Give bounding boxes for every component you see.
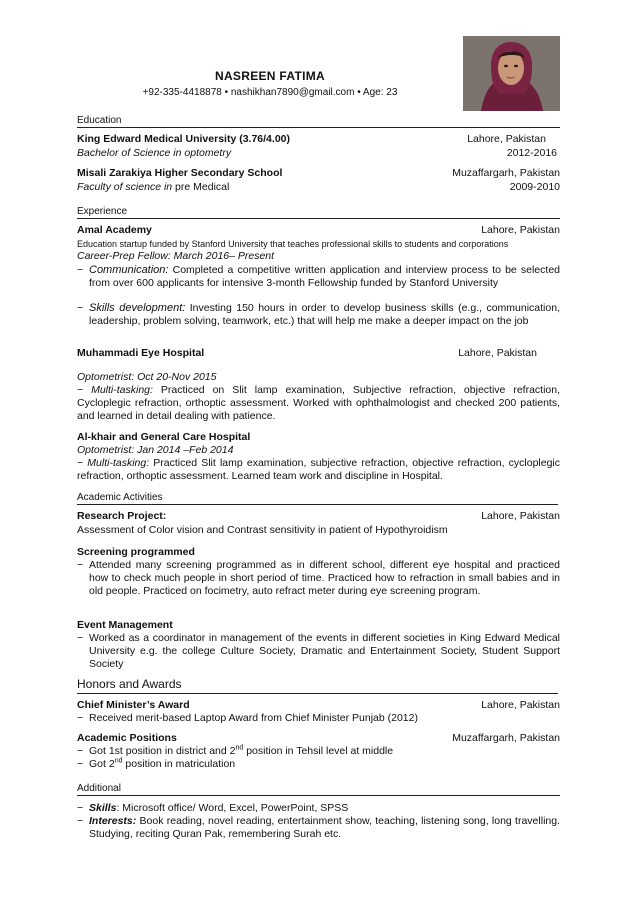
ordinal-suffix: nd <box>114 757 123 765</box>
research-title: Research Project: <box>77 510 167 522</box>
degree: Bachelor of Science in optometry <box>77 147 232 159</box>
bullet-laptop-award <box>77 712 560 725</box>
experience-amal <box>77 224 560 237</box>
event-title: Event Management <box>77 619 173 631</box>
bullet-marker: − <box>77 712 84 724</box>
bullet-marker: − <box>77 802 84 814</box>
bullet-text: Book reading, novel reading, entertainment show, teaching, listening song, long travelling. Studying, reciting Quran Pak, remembering Surah etc. <box>89 815 560 840</box>
text-a: Got 2 <box>89 758 115 770</box>
degree-italic: Faculty of science in <box>77 181 173 193</box>
org-name: Al-khair and General Care Hospital <box>77 431 251 443</box>
bullet-communication <box>77 264 560 290</box>
bullet-label: Skills development: <box>89 302 186 314</box>
role: Optometrist: Oct 20-Nov 2015 <box>77 371 217 383</box>
section-academic: Academic Activities <box>77 491 558 505</box>
screening-title: Screening programmed <box>77 546 195 558</box>
research-project <box>77 510 560 523</box>
honor-title: Chief Minister’s Award <box>77 699 190 711</box>
role: Career-Prep Fellow: March 2016– Present <box>77 250 275 262</box>
bullet-position-2 <box>77 758 560 771</box>
org-name: Amal Academy <box>77 224 152 236</box>
bullet-marker: − <box>77 815 84 827</box>
school-location: Muzaffargarh, Pakistan <box>452 167 560 179</box>
bullet-text: Completed a competitive written application and interview process to be selected from over 600 applicants for intensive 3-month Fellowship funded by Stanford University <box>89 264 560 289</box>
bullet-position-1 <box>77 745 560 758</box>
ordinal-suffix: nd <box>235 744 244 752</box>
profile-photo <box>463 36 560 111</box>
bullet-interests <box>77 815 560 841</box>
section-honors <box>77 678 558 694</box>
org-location: Lahore, Pakistan <box>458 347 537 359</box>
bullet-event <box>77 632 560 671</box>
school-name: Misali Zarakiya Higher Secondary School <box>77 167 283 179</box>
bullet-marker: − <box>77 758 84 770</box>
bullet-skills-list <box>77 802 560 815</box>
bullet-skills <box>77 302 560 328</box>
bullet-text: Investing 150 hours in order to develop business skills (e.g., communication, leadership, problem solving, teamwork, etc.) that will help me make a deeper impact on the job <box>89 302 560 327</box>
research-text: Assessment of Color vision and Contrast sensitivity in patient of Hypothyroidism <box>77 524 448 536</box>
honor-location: Lahore, Pakistan <box>481 699 560 711</box>
org-location: Lahore, Pakistan <box>481 224 560 236</box>
text-b: position in Tehsil level at middle <box>243 745 394 757</box>
bullet-screening <box>77 559 560 598</box>
bullet-marker: − <box>77 745 84 757</box>
eye-hospital-details <box>77 384 560 423</box>
detail-text: Practiced Slit lamp examination, subjective refraction, objective refraction, cycloplegic refraction, orthoptic assessment. Learned team work and discipline in Hospital. <box>77 457 560 482</box>
honor-location: Muzaffargarh, Pakistan <box>452 732 560 744</box>
role: Optometrist: Jan 2014 –Feb 2014 <box>77 444 234 456</box>
education-entry-2-degree <box>77 181 560 194</box>
text-a: Got 1st position in district and 2 <box>89 745 236 757</box>
school-name: King Edward Medical University (3.76/4.00) <box>77 133 290 145</box>
degree-rest: pre Medical <box>172 181 230 193</box>
education-entry-2 <box>77 167 560 180</box>
detail-label: − Multi-tasking: <box>77 457 150 469</box>
school-location: Lahore, Pakistan <box>467 133 546 145</box>
education-entry-1 <box>77 133 560 146</box>
candidate-name: NASREEN FATIMA <box>215 69 325 83</box>
detail-text: Practiced on Slit lamp examination, Subjective refraction, objective refraction, Cycloplegic refraction, orthoptic assessment. Worked with ophthalmologist and checked 200 patients, and learned in detail dealing with patience. <box>77 384 561 422</box>
honor-chief-minister <box>77 699 560 712</box>
education-entry-1-degree <box>77 147 560 160</box>
bullet-marker: − <box>77 559 84 571</box>
bullet-marker: − <box>77 264 84 276</box>
bullet-label: Skills <box>89 802 117 814</box>
bullet-text: Received merit-based Laptop Award from Chief Minister Punjab (2012) <box>89 712 418 724</box>
section-education: Education <box>77 114 560 128</box>
detail-label: − Multi-tasking: <box>77 384 153 396</box>
dates: 2009-2010 <box>509 181 560 193</box>
org-name: Muhammadi Eye Hospital <box>77 347 205 359</box>
org-description: Education startup funded by Stanford University that teaches professional skills to students and corporations <box>77 239 509 249</box>
bullet-text: Worked as a coordinator in management of the events in different societies in King Edward Medical University e.g. the college Culture Society, Dramatic and Entertainment Society, Student Support Society <box>89 632 560 670</box>
bullet-text: Attended many screening programmed as in different school, different eye hospital and practiced how to check much people in short period of time. Practiced how to refraction in small babies and in old people. Practiced on focimetry, auto refract meter during eye screening program. <box>89 559 560 597</box>
section-additional: Additional <box>77 782 560 796</box>
bullet-marker: − <box>77 302 84 314</box>
research-location: Lahore, Pakistan <box>481 510 560 522</box>
alkhair-details <box>77 457 560 483</box>
degree <box>77 181 229 194</box>
contact-info: +92-335-4418878 • nashikhan7890@gmail.com • Age: 23 <box>142 87 398 98</box>
section-experience: Experience <box>77 205 560 219</box>
bullet-marker: − <box>77 632 84 644</box>
honors-title: Honors and Awards <box>77 677 182 691</box>
honor-title: Academic Positions <box>77 732 177 744</box>
dates: 2012-2016 <box>506 147 557 159</box>
bullet-text: : Microsoft office/ Word, Excel, PowerPoint, SPSS <box>116 802 349 814</box>
academic-positions <box>77 732 560 745</box>
bullet-label: Communication: <box>89 264 169 276</box>
text-b: position in matriculation <box>122 758 236 770</box>
experience-eye-hospital <box>77 347 537 360</box>
bullet-label: Interests: <box>89 815 137 827</box>
